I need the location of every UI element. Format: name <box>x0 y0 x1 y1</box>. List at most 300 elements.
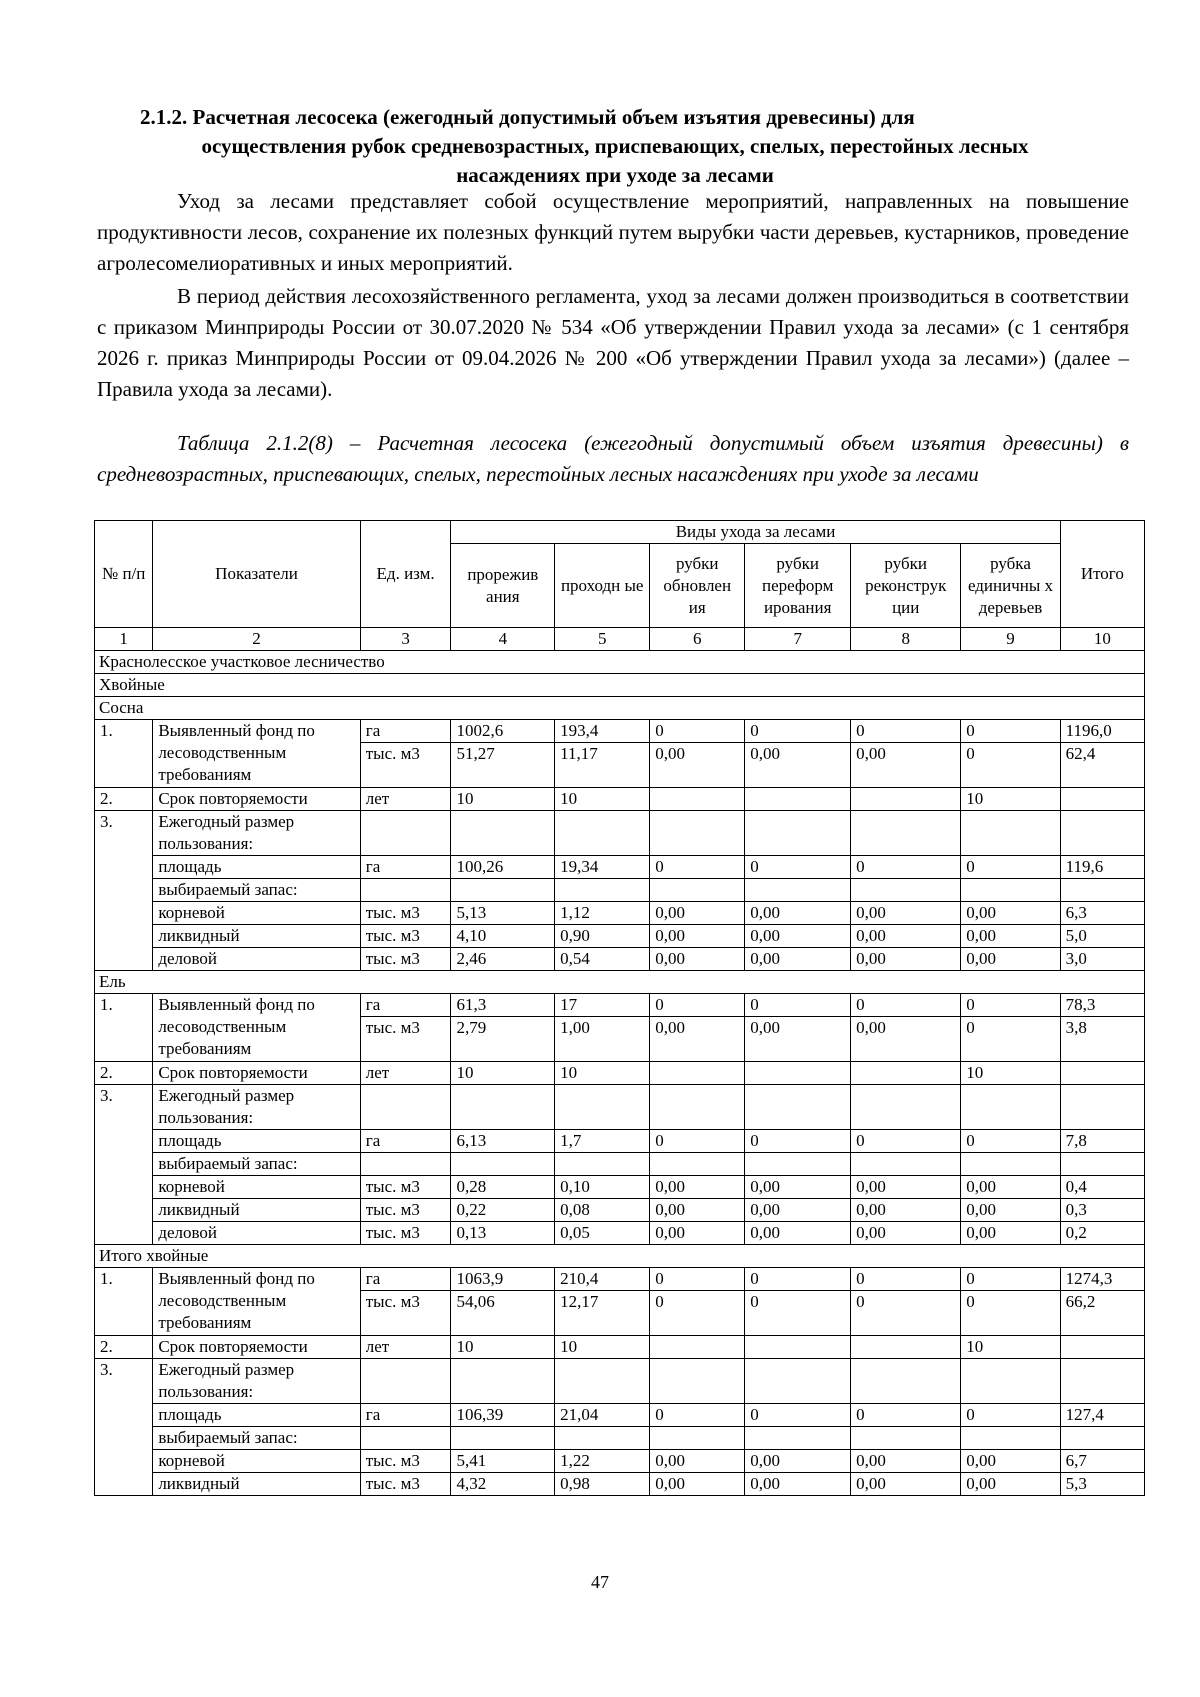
table-cell-value: 0,00 <box>851 948 961 971</box>
table-cell-value: 10 <box>961 788 1060 811</box>
table-cell-value: 0 <box>961 743 1060 788</box>
table-cell-empty <box>650 1427 745 1450</box>
table-cell-value: 0,00 <box>851 743 961 788</box>
table-cell-value: 0 <box>961 1130 1060 1153</box>
table-cell-value: 0,00 <box>650 1199 745 1222</box>
table-cell-value: 0,3 <box>1060 1199 1144 1222</box>
table-cell-value <box>650 1062 745 1085</box>
paragraph-forest-care: Уход за лесами представляет собой осуществление мероприятий, направленных на повышение продуктивности лесов, сохранение их полезных функций путем вырубки части деревьев, кустарников, проведение агролесомелиоративных и иных мероприятий. <box>97 189 1129 275</box>
table-cell-value: 4,32 <box>451 1473 555 1496</box>
table-cell-value: 0,00 <box>650 1222 745 1245</box>
header-type-reformation: рубки переформ ирования <box>745 544 851 628</box>
table-cell-value: 0,00 <box>851 1450 961 1473</box>
table-cell-value <box>851 1062 961 1085</box>
header-num: № п/п <box>95 521 153 628</box>
table-cell-value: 6,3 <box>1060 902 1144 925</box>
table-body <box>95 651 1145 1496</box>
table-cell-empty <box>961 879 1060 902</box>
unit-cell: га <box>360 994 451 1017</box>
unit-cell: тыс. м3 <box>360 743 451 788</box>
table-cell-empty <box>555 1427 650 1450</box>
table-cell-empty <box>961 1427 1060 1450</box>
table-cell-empty <box>745 879 851 902</box>
table-cell-value: 0,00 <box>851 1199 961 1222</box>
table-cell-empty <box>360 1427 451 1450</box>
table-cell-value: 0,00 <box>961 1222 1060 1245</box>
header-type-renewal: рубки обновлен ия <box>650 544 745 628</box>
table-cell-empty <box>961 1359 1060 1404</box>
table-cell-value: 0 <box>650 1291 745 1336</box>
table-cell-value: 0 <box>745 856 851 879</box>
table-cell-empty <box>1060 1153 1144 1176</box>
table-row <box>95 811 1145 856</box>
table-cell-value: 0 <box>851 1268 961 1291</box>
table-cell-value: 4,10 <box>451 925 555 948</box>
table-cell-empty <box>451 811 555 856</box>
header-type-single-trees: рубка единичны х деревьев <box>961 544 1060 628</box>
indicator-label: Выявленный фонд по лесоводственным требованиям <box>153 994 360 1062</box>
table-cell-value: 0 <box>650 994 745 1017</box>
indicator-label: выбираемый запас: <box>153 879 360 902</box>
table-row <box>95 1359 1145 1404</box>
table-cell-value: 1,7 <box>555 1130 650 1153</box>
table-cell-value: 0,00 <box>745 1222 851 1245</box>
column-number-row <box>95 628 1145 651</box>
table-cell-value: 11,17 <box>555 743 650 788</box>
table-cell-value: 0,00 <box>650 1176 745 1199</box>
table-cell-value <box>1060 1062 1144 1085</box>
table-cell-empty <box>360 1359 451 1404</box>
table-cell-value: 0,28 <box>451 1176 555 1199</box>
indicator-label: Срок повторяемости <box>153 788 360 811</box>
unit-cell: тыс. м3 <box>360 948 451 971</box>
table-cell-value <box>745 1062 851 1085</box>
table-cell-empty <box>961 1085 1060 1130</box>
table-cell-value: 10 <box>451 788 555 811</box>
table-row <box>95 1427 1145 1450</box>
table-cell-empty <box>451 879 555 902</box>
table-cell-value: 0 <box>851 994 961 1017</box>
unit-cell: га <box>360 1130 451 1153</box>
table-row <box>95 1473 1145 1496</box>
unit-cell: тыс. м3 <box>360 1473 451 1496</box>
table-cell-value: 100,26 <box>451 856 555 879</box>
table-cell-value <box>1060 1336 1144 1359</box>
table-cell-value: 10 <box>555 1336 650 1359</box>
table-cell-value: 2,46 <box>451 948 555 971</box>
indicator-label: выбираемый запас: <box>153 1153 360 1176</box>
table-cell-value: 1,00 <box>555 1017 650 1062</box>
col-number: 7 <box>745 628 851 651</box>
table-cell-value <box>745 788 851 811</box>
section-pine: Сосна <box>95 697 1145 720</box>
table-cell-value: 0 <box>650 1130 745 1153</box>
row-number: 2. <box>95 1062 153 1085</box>
table-cell-value: 0 <box>851 720 961 743</box>
unit-cell: лет <box>360 1062 451 1085</box>
table-cell-empty <box>851 1427 961 1450</box>
section-conifers: Хвойные <box>95 674 1145 697</box>
table-cell-value: 54,06 <box>451 1291 555 1336</box>
table-cell-value: 0 <box>745 720 851 743</box>
table-row <box>95 948 1145 971</box>
col-number: 5 <box>555 628 650 651</box>
table-cell-value: 10 <box>451 1336 555 1359</box>
table-cell-empty <box>360 879 451 902</box>
header-care-types: Виды ухода за лесами <box>451 521 1060 544</box>
table-cell-empty <box>745 811 851 856</box>
table-cell-value: 17 <box>555 994 650 1017</box>
table-cell-value <box>650 1336 745 1359</box>
unit-cell: тыс. м3 <box>360 925 451 948</box>
table-cell-value: 1196,0 <box>1060 720 1144 743</box>
table-cell-value: 5,3 <box>1060 1473 1144 1496</box>
table-cell-value: 0,00 <box>961 925 1060 948</box>
table-cell-value: 0,90 <box>555 925 650 948</box>
table-cell-value: 0,00 <box>851 925 961 948</box>
table-cell-value: 0,00 <box>961 1176 1060 1199</box>
table-cell-value: 1,12 <box>555 902 650 925</box>
indicator-label: корневой <box>153 902 360 925</box>
unit-cell: га <box>360 856 451 879</box>
indicator-label: площадь <box>153 1130 360 1153</box>
indicator-label: Выявленный фонд по лесоводственным требованиям <box>153 720 360 788</box>
table-cell-value: 0,00 <box>961 1473 1060 1496</box>
table-cell-empty <box>555 1153 650 1176</box>
table-cell-value: 10 <box>961 1336 1060 1359</box>
table-cell-value: 7,8 <box>1060 1130 1144 1153</box>
table-row <box>95 971 1145 994</box>
table-cell-value: 0,00 <box>851 902 961 925</box>
unit-cell: тыс. м3 <box>360 1450 451 1473</box>
table-cell-value: 0,00 <box>650 902 745 925</box>
table-row <box>95 1176 1145 1199</box>
section-conifers-total: Итого хвойные <box>95 1245 1145 1268</box>
table-row <box>95 1085 1145 1130</box>
table-cell-empty <box>1060 811 1144 856</box>
table-row <box>95 1222 1145 1245</box>
table-cell-value: 0 <box>745 994 851 1017</box>
table-cell-empty <box>961 1153 1060 1176</box>
table-row <box>95 994 1145 1017</box>
table-caption: Таблица 2.1.2(8) – Расчетная лесосека (ежегодный допустимый объем изъятия древесины) в средневозрастных, приспевающих, спелых, перестойных лесных насаждениях при уходе за лесами <box>97 431 1129 486</box>
table-cell-empty <box>360 811 451 856</box>
unit-cell: га <box>360 720 451 743</box>
table-cell-empty <box>745 1085 851 1130</box>
table-cell-value: 3,0 <box>1060 948 1144 971</box>
table-cell-empty <box>1060 879 1144 902</box>
table-cell-value: 0,00 <box>650 948 745 971</box>
table-cell-empty <box>851 1085 961 1130</box>
table-cell-value: 0 <box>851 1404 961 1427</box>
table-cell-value: 66,2 <box>1060 1291 1144 1336</box>
table-cell-value: 0,10 <box>555 1176 650 1199</box>
header-type-reconstruction: рубки реконструк ции <box>851 544 961 628</box>
table-cell-value: 0,00 <box>650 743 745 788</box>
table-cell-value: 0,00 <box>745 902 851 925</box>
row-number: 3. <box>95 1085 153 1245</box>
table-cell-value: 0,00 <box>851 1017 961 1062</box>
table-cell-empty <box>851 1359 961 1404</box>
section-heading <box>120 103 1110 190</box>
table-cell-empty <box>451 1359 555 1404</box>
section-forestry: Краснолесское участковое лесничество <box>95 651 1145 674</box>
table-cell-empty <box>360 1153 451 1176</box>
forest-care-table <box>94 520 1145 1496</box>
table-cell-value: 0,00 <box>961 902 1060 925</box>
header-total: Итого <box>1060 521 1144 628</box>
table-cell-empty <box>745 1427 851 1450</box>
table-cell-value: 5,41 <box>451 1450 555 1473</box>
table-cell-value: 193,4 <box>555 720 650 743</box>
table-cell-value: 106,39 <box>451 1404 555 1427</box>
table-cell-value: 0,00 <box>745 1017 851 1062</box>
table-cell-value: 0,00 <box>650 1473 745 1496</box>
header-indicators: Показатели <box>153 521 360 628</box>
indicator-label: Срок повторяемости <box>153 1062 360 1085</box>
unit-cell: лет <box>360 1336 451 1359</box>
table-row <box>95 720 1145 743</box>
indicator-label: ликвидный <box>153 1473 360 1496</box>
table-row <box>95 856 1145 879</box>
table-cell-empty <box>851 879 961 902</box>
table-cell-value: 1063,9 <box>451 1268 555 1291</box>
table-cell-value: 3,8 <box>1060 1017 1144 1062</box>
table-cell-value: 10 <box>961 1062 1060 1085</box>
table-cell-empty <box>451 1153 555 1176</box>
table-cell-empty <box>555 811 650 856</box>
col-number: 9 <box>961 628 1060 651</box>
col-number: 4 <box>451 628 555 651</box>
table-cell-value: 12,17 <box>555 1291 650 1336</box>
table-row <box>95 1268 1145 1291</box>
header-type-thinning: прорежив ания <box>451 544 555 628</box>
row-number: 2. <box>95 1336 153 1359</box>
table-cell-value: 21,04 <box>555 1404 650 1427</box>
table-row <box>95 1450 1145 1473</box>
table-cell-value: 0,00 <box>745 1199 851 1222</box>
table-cell-value: 6,7 <box>1060 1450 1144 1473</box>
table-row <box>95 1199 1145 1222</box>
table-cell-value: 0 <box>961 1017 1060 1062</box>
table-cell-value: 0,4 <box>1060 1176 1144 1199</box>
table-cell-value: 5,0 <box>1060 925 1144 948</box>
table-cell-value <box>851 788 961 811</box>
heading-line-3: насаждениях при уходе за лесами <box>456 163 774 187</box>
table-cell-value: 0,00 <box>961 948 1060 971</box>
unit-cell: тыс. м3 <box>360 1222 451 1245</box>
table-cell-value: 0 <box>851 1291 961 1336</box>
indicator-label: деловой <box>153 948 360 971</box>
table-cell-value: 61,3 <box>451 994 555 1017</box>
table-row <box>95 1130 1145 1153</box>
table-cell-value: 0,2 <box>1060 1222 1144 1245</box>
table-row <box>95 788 1145 811</box>
table-cell-value <box>1060 788 1144 811</box>
table-cell-value: 0,08 <box>555 1199 650 1222</box>
col-number: 8 <box>851 628 961 651</box>
section-spruce: Ель <box>95 971 1145 994</box>
table-cell-empty <box>451 1085 555 1130</box>
table-cell-value: 0,98 <box>555 1473 650 1496</box>
table-cell-value: 10 <box>451 1062 555 1085</box>
table-cell-value: 19,34 <box>555 856 650 879</box>
row-number: 2. <box>95 788 153 811</box>
table-cell-value: 0,00 <box>961 1450 1060 1473</box>
table-cell-value: 0,00 <box>745 948 851 971</box>
table-cell-empty <box>1060 1427 1144 1450</box>
table-cell-value: 0 <box>851 1130 961 1153</box>
table-cell-value: 1,22 <box>555 1450 650 1473</box>
row-number: 3. <box>95 1359 153 1496</box>
table-cell-empty <box>961 811 1060 856</box>
paragraph-regulation: В период действия лесохозяйственного регламента, уход за лесами должен производиться в соответствии с приказом Минприроды России от 30.07.2020 № 534 «Об утверждении Правил ухода за лесами» (с 1 сентября 2026 г. приказ Минприроды России от 09.04.2026 № 200 «Об утверждении Правил ухода за лесами») (далее – Правила ухода за лесами). <box>97 284 1129 401</box>
table-cell-value: 0,00 <box>650 925 745 948</box>
table-cell-value: 0 <box>961 1291 1060 1336</box>
row-number: 1. <box>95 1268 153 1336</box>
table-cell-empty <box>851 811 961 856</box>
table-cell-value: 0 <box>961 720 1060 743</box>
indicator-label: ликвидный <box>153 1199 360 1222</box>
table-row <box>95 1404 1145 1427</box>
table-row <box>95 1336 1145 1359</box>
table-cell-value: 0,54 <box>555 948 650 971</box>
table-cell-value: 0 <box>745 1291 851 1336</box>
table-cell-empty <box>555 879 650 902</box>
row-number: 3. <box>95 811 153 971</box>
table-cell-value: 0,00 <box>745 1176 851 1199</box>
table-cell-value: 0,00 <box>851 1473 961 1496</box>
table-row <box>95 879 1145 902</box>
unit-cell: тыс. м3 <box>360 1291 451 1336</box>
table-cell-value: 0,00 <box>745 1473 851 1496</box>
table-cell-empty <box>555 1085 650 1130</box>
table-cell-value: 10 <box>555 1062 650 1085</box>
table-cell-value <box>745 1336 851 1359</box>
indicator-label: корневой <box>153 1450 360 1473</box>
table-cell-value: 0 <box>961 994 1060 1017</box>
row-number: 1. <box>95 720 153 788</box>
table-cell-value: 0 <box>745 1130 851 1153</box>
indicator-label: Ежегодный размер пользования: <box>153 811 360 856</box>
table-cell-empty <box>650 879 745 902</box>
table-cell-value: 0 <box>650 1404 745 1427</box>
table-cell-value: 0,00 <box>745 743 851 788</box>
table-cell-empty <box>1060 1085 1144 1130</box>
table-cell-value: 0,00 <box>650 1450 745 1473</box>
col-number: 1 <box>95 628 153 651</box>
table-cell-value: 2,79 <box>451 1017 555 1062</box>
indicator-label: площадь <box>153 856 360 879</box>
table-row <box>95 925 1145 948</box>
table-cell-empty <box>650 1085 745 1130</box>
table-cell-value: 0 <box>650 720 745 743</box>
table-cell-value: 51,27 <box>451 743 555 788</box>
table-cell-value: 0 <box>961 1404 1060 1427</box>
table-cell-value: 0,13 <box>451 1222 555 1245</box>
indicator-label: ликвидный <box>153 925 360 948</box>
table-cell-value: 0 <box>961 856 1060 879</box>
table-cell-value: 1002,6 <box>451 720 555 743</box>
table-cell-empty <box>555 1359 650 1404</box>
table-cell-empty <box>360 1085 451 1130</box>
indicator-label: деловой <box>153 1222 360 1245</box>
table-cell-value: 1274,3 <box>1060 1268 1144 1291</box>
table-cell-empty <box>451 1427 555 1450</box>
table-cell-empty <box>851 1153 961 1176</box>
indicator-label: площадь <box>153 1404 360 1427</box>
table-cell-empty <box>745 1153 851 1176</box>
table-cell-value: 0,00 <box>851 1222 961 1245</box>
heading-line-1: 2.1.2. Расчетная лесосека (ежегодный допустимый объем изъятия древесины) для <box>140 105 915 129</box>
table-cell-empty <box>745 1359 851 1404</box>
table-cell-value: 0,00 <box>961 1199 1060 1222</box>
unit-cell: тыс. м3 <box>360 902 451 925</box>
unit-cell: тыс. м3 <box>360 1017 451 1062</box>
table-cell-empty <box>650 811 745 856</box>
table-cell-value: 0,22 <box>451 1199 555 1222</box>
table-cell-value: 127,4 <box>1060 1404 1144 1427</box>
table-cell-value: 62,4 <box>1060 743 1144 788</box>
table-cell-value: 0 <box>851 856 961 879</box>
table-cell-empty <box>1060 1359 1144 1404</box>
table-cell-value: 6,13 <box>451 1130 555 1153</box>
header-unit: Ед. изм. <box>360 521 451 628</box>
unit-cell: га <box>360 1404 451 1427</box>
table-cell-value: 10 <box>555 788 650 811</box>
indicator-label: Выявленный фонд по лесоводственным требованиям <box>153 1268 360 1336</box>
heading-line-2: осуществления рубок средневозрастных, приспевающих, спелых, перестойных лесных <box>201 134 1029 158</box>
table-cell-value: 0 <box>961 1268 1060 1291</box>
page-number: 47 <box>591 1572 609 1592</box>
table-cell-value: 0,00 <box>650 1017 745 1062</box>
table-cell-empty <box>650 1153 745 1176</box>
col-number: 2 <box>153 628 360 651</box>
table-cell-value: 0 <box>745 1268 851 1291</box>
table-cell-value: 0,05 <box>555 1222 650 1245</box>
table-row <box>95 902 1145 925</box>
unit-cell: га <box>360 1268 451 1291</box>
indicator-label: Ежегодный размер пользования: <box>153 1085 360 1130</box>
table-cell-empty <box>650 1359 745 1404</box>
table-cell-value: 5,13 <box>451 902 555 925</box>
table-cell-value: 0,00 <box>851 1176 961 1199</box>
table-cell-value: 0 <box>745 1404 851 1427</box>
unit-cell: лет <box>360 788 451 811</box>
table-cell-value <box>851 1336 961 1359</box>
col-number: 3 <box>360 628 451 651</box>
table-row <box>95 1153 1145 1176</box>
col-number: 6 <box>650 628 745 651</box>
table-cell-value: 0 <box>650 1268 745 1291</box>
table-cell-value: 78,3 <box>1060 994 1144 1017</box>
table-cell-value <box>650 788 745 811</box>
table-row <box>95 1062 1145 1085</box>
indicator-label: Ежегодный размер пользования: <box>153 1359 360 1404</box>
unit-cell: тыс. м3 <box>360 1199 451 1222</box>
table-cell-value: 210,4 <box>555 1268 650 1291</box>
unit-cell: тыс. м3 <box>360 1176 451 1199</box>
row-number: 1. <box>95 994 153 1062</box>
table-cell-value: 0 <box>650 856 745 879</box>
table-cell-value: 0,00 <box>745 925 851 948</box>
table-cell-value: 0,00 <box>745 1450 851 1473</box>
table-cell-value: 119,6 <box>1060 856 1144 879</box>
header-type-passing: проходн ые <box>555 544 650 628</box>
indicator-label: Срок повторяемости <box>153 1336 360 1359</box>
table-row <box>95 1245 1145 1268</box>
indicator-label: выбираемый запас: <box>153 1427 360 1450</box>
